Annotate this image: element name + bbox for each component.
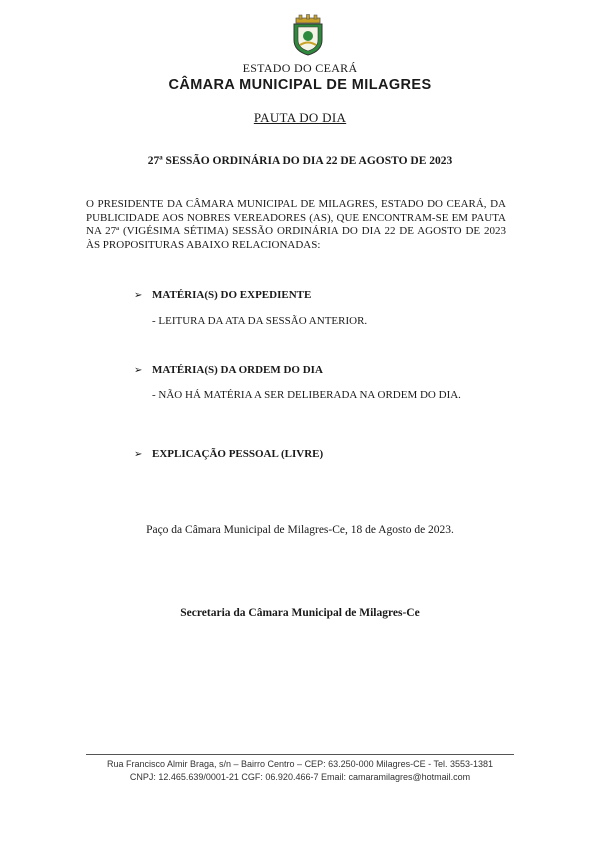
state-name: ESTADO DO CEARÁ — [242, 61, 358, 75]
footer-contact: CNPJ: 12.465.639/0001-21 CGF: 06.920.466-7 Email: camaramilagres@hotmail.com — [129, 772, 471, 782]
signature-line: Secretaria da Câmara Municipal de Milagres-Ce — [180, 607, 420, 619]
agenda-item-explicacao-pessoal — [134, 448, 323, 460]
agenda-item-label: MATÉRIA(S) DO EXPEDIENTE — [152, 289, 312, 301]
agenda-item-label: EXPLICAÇÃO PESSOAL (LIVRE) — [152, 448, 324, 460]
agenda-item-detail: - LEITURA DA ATA DA SESSÃO ANTERIOR. — [152, 315, 368, 327]
document-title: PAUTA DO DIA — [253, 110, 347, 125]
intro-paragraph: O PRESIDENTE DA CÂMARA MUNICIPAL DE MILAGRES, ESTADO DO CEARÁ, DA PUBLICIDADE AOS NOBRES VEREADORES (AS), QUE ENCONTRAM-SE EM PAUTA NA 27ª (VIGÉSIMA SÉTIMA) SESSÃO ORDINÁRIA DO DIA 22 DE AGOSTO DE 2023 ÀS PROPOSITURAS ABAIXO RELACIONADAS: — [86, 198, 506, 251]
coat-of-arms-seal-icon — [290, 14, 326, 56]
agenda-item-expediente — [134, 289, 311, 301]
place-and-date: Paço da Câmara Municipal de Milagres-Ce, 18 de Agosto de 2023. — [146, 524, 454, 536]
agenda-item-label: MATÉRIA(S) DA ORDEM DO DIA — [152, 364, 323, 376]
arrow-bullet-icon: ➢ — [134, 290, 143, 301]
chamber-name: CÂMARA MUNICIPAL DE MILAGRES — [168, 77, 432, 93]
arrow-bullet-icon: ➢ — [134, 449, 143, 460]
footer-divider — [86, 754, 514, 755]
arrow-bullet-icon: ➢ — [134, 365, 143, 376]
agenda-item-detail: - NÃO HÁ MATÉRIA A SER DELIBERADA NA ORDEM DO DIA. — [152, 389, 461, 401]
session-title: 27ª SESSÃO ORDINÁRIA DO DIA 22 DE AGOSTO DE 2023 — [147, 155, 453, 167]
footer-address: Rua Francisco Almir Braga, s/n – Bairro Centro – CEP: 63.250-000 Milagres-CE - Tel. 3553-1381 — [106, 759, 493, 769]
agenda-item-ordem-do-dia — [134, 364, 323, 376]
